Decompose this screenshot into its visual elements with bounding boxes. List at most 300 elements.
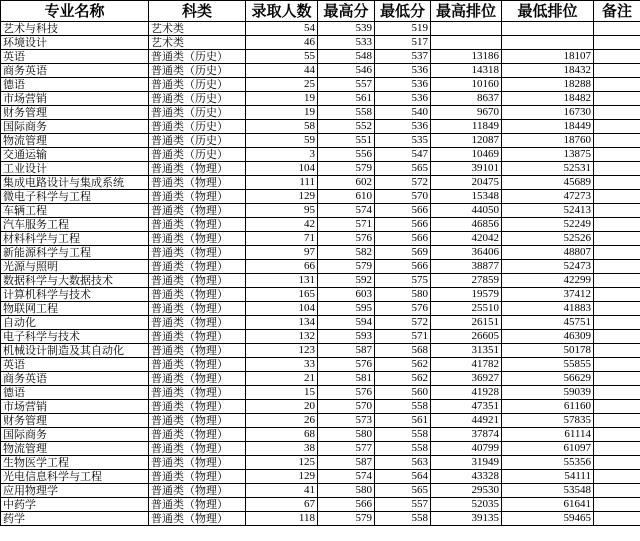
category-cell: 普通类（物理） <box>149 330 246 344</box>
max-score-cell: 593 <box>318 330 375 344</box>
min-score-cell: 565 <box>375 162 431 176</box>
table-row <box>1 512 640 526</box>
min-score-cell: 561 <box>375 414 431 428</box>
table-row <box>1 64 640 78</box>
max-rank-cell: 11849 <box>431 120 502 134</box>
header-row <box>1 1 640 22</box>
min-score-cell: 566 <box>375 218 431 232</box>
category-cell: 普通类（物理） <box>149 204 246 218</box>
category-cell: 普通类（历史） <box>149 64 246 78</box>
major-cell: 德语 <box>1 386 149 400</box>
max-score-cell: 592 <box>318 274 375 288</box>
major-cell: 光源与照明 <box>1 260 149 274</box>
max-rank-cell: 37874 <box>431 428 502 442</box>
max-score-cell: 552 <box>318 120 375 134</box>
min-rank-cell: 18482 <box>502 92 594 106</box>
category-cell: 普通类（物理） <box>149 414 246 428</box>
major-cell: 环境设计 <box>1 36 149 50</box>
admitted-count-cell: 20 <box>246 400 318 414</box>
min-score-cell: 536 <box>375 120 431 134</box>
remarks-cell <box>594 484 640 498</box>
remarks-cell <box>594 246 640 260</box>
admitted-count-cell: 67 <box>246 498 318 512</box>
max-score-cell: 610 <box>318 190 375 204</box>
admitted-count-cell: 25 <box>246 78 318 92</box>
min-score-cell: 569 <box>375 246 431 260</box>
max-rank-cell: 36406 <box>431 246 502 260</box>
min-rank-cell: 46309 <box>502 330 594 344</box>
min-score-cell: 566 <box>375 260 431 274</box>
header-max-rank: 最高排位 <box>431 1 502 22</box>
major-cell: 中药学 <box>1 498 149 512</box>
min-score-cell: 572 <box>375 316 431 330</box>
admitted-count-cell: 71 <box>246 232 318 246</box>
min-score-cell: 517 <box>375 36 431 50</box>
remarks-cell <box>594 274 640 288</box>
admitted-count-cell: 66 <box>246 260 318 274</box>
category-cell: 普通类（历史） <box>149 92 246 106</box>
remarks-cell <box>594 204 640 218</box>
max-score-cell: 587 <box>318 456 375 470</box>
table-row <box>1 386 640 400</box>
min-score-cell: 580 <box>375 288 431 302</box>
admitted-count-cell: 111 <box>246 176 318 190</box>
table-row <box>1 358 640 372</box>
category-cell: 普通类（物理） <box>149 162 246 176</box>
max-rank-cell <box>431 36 502 50</box>
min-score-cell: 558 <box>375 428 431 442</box>
max-rank-cell: 41782 <box>431 358 502 372</box>
max-rank-cell: 44050 <box>431 204 502 218</box>
table-row <box>1 498 640 512</box>
max-score-cell: 580 <box>318 428 375 442</box>
max-rank-cell <box>431 22 502 36</box>
admitted-count-cell: 129 <box>246 470 318 484</box>
min-score-cell: 547 <box>375 148 431 162</box>
max-score-cell: 533 <box>318 36 375 50</box>
major-cell: 商务英语 <box>1 372 149 386</box>
min-rank-cell: 50178 <box>502 344 594 358</box>
header-category: 科类 <box>149 1 246 22</box>
min-rank-cell: 55356 <box>502 456 594 470</box>
category-cell: 普通类（物理） <box>149 274 246 288</box>
major-cell: 国际商务 <box>1 428 149 442</box>
major-cell: 工业设计 <box>1 162 149 176</box>
header-admitted-count: 录取人数 <box>246 1 318 22</box>
category-cell: 普通类（物理） <box>149 456 246 470</box>
table-row <box>1 22 640 36</box>
header-major: 专业名称 <box>1 1 149 22</box>
admitted-count-cell: 104 <box>246 302 318 316</box>
remarks-cell <box>594 162 640 176</box>
category-cell: 普通类（物理） <box>149 302 246 316</box>
remarks-cell <box>594 64 640 78</box>
category-cell: 普通类（物理） <box>149 484 246 498</box>
max-score-cell: 574 <box>318 204 375 218</box>
max-rank-cell: 47351 <box>431 400 502 414</box>
remarks-cell <box>594 106 640 120</box>
max-score-cell: 603 <box>318 288 375 302</box>
max-score-cell: 579 <box>318 512 375 526</box>
admitted-count-cell: 19 <box>246 92 318 106</box>
table-row <box>1 274 640 288</box>
min-score-cell: 565 <box>375 484 431 498</box>
min-score-cell: 566 <box>375 232 431 246</box>
remarks-cell <box>594 260 640 274</box>
admitted-count-cell: 41 <box>246 484 318 498</box>
max-rank-cell: 40799 <box>431 442 502 456</box>
table-row <box>1 400 640 414</box>
max-score-cell: 580 <box>318 484 375 498</box>
max-score-cell: 581 <box>318 372 375 386</box>
table-row <box>1 260 640 274</box>
major-cell: 车辆工程 <box>1 204 149 218</box>
category-cell: 普通类（物理） <box>149 316 246 330</box>
min-rank-cell: 59039 <box>502 386 594 400</box>
max-score-cell: 566 <box>318 498 375 512</box>
min-rank-cell: 53548 <box>502 484 594 498</box>
min-score-cell: 558 <box>375 512 431 526</box>
max-rank-cell: 31949 <box>431 456 502 470</box>
max-score-cell: 558 <box>318 106 375 120</box>
category-cell: 普通类（物理） <box>149 190 246 204</box>
admitted-count-cell: 118 <box>246 512 318 526</box>
min-rank-cell: 41883 <box>502 302 594 316</box>
max-rank-cell: 41928 <box>431 386 502 400</box>
admitted-count-cell: 129 <box>246 190 318 204</box>
min-rank-cell: 56629 <box>502 372 594 386</box>
max-rank-cell: 10160 <box>431 78 502 92</box>
header-min-score: 最低分 <box>375 1 431 22</box>
min-rank-cell: 37412 <box>502 288 594 302</box>
min-rank-cell <box>502 36 594 50</box>
max-rank-cell: 12087 <box>431 134 502 148</box>
min-rank-cell: 52413 <box>502 204 594 218</box>
category-cell: 普通类（物理） <box>149 260 246 274</box>
admitted-count-cell: 123 <box>246 344 318 358</box>
admitted-count-cell: 54 <box>246 22 318 36</box>
table-row <box>1 218 640 232</box>
major-cell: 自动化 <box>1 316 149 330</box>
admitted-count-cell: 55 <box>246 50 318 64</box>
min-score-cell: 562 <box>375 358 431 372</box>
max-score-cell: 539 <box>318 22 375 36</box>
max-rank-cell: 27859 <box>431 274 502 288</box>
table-body <box>1 22 640 526</box>
min-rank-cell: 45751 <box>502 316 594 330</box>
remarks-cell <box>594 22 640 36</box>
max-rank-cell: 44921 <box>431 414 502 428</box>
min-score-cell: 519 <box>375 22 431 36</box>
table-row <box>1 36 640 50</box>
major-cell: 国际商务 <box>1 120 149 134</box>
admitted-count-cell: 59 <box>246 134 318 148</box>
table-row <box>1 428 640 442</box>
max-score-cell: 602 <box>318 176 375 190</box>
category-cell: 普通类（历史） <box>149 78 246 92</box>
max-score-cell: 577 <box>318 442 375 456</box>
min-score-cell: 557 <box>375 498 431 512</box>
min-rank-cell <box>502 22 594 36</box>
min-rank-cell: 61097 <box>502 442 594 456</box>
table-row <box>1 148 640 162</box>
major-cell: 物联网工程 <box>1 302 149 316</box>
min-score-cell: 535 <box>375 134 431 148</box>
category-cell: 普通类（物理） <box>149 400 246 414</box>
category-cell: 普通类（物理） <box>149 372 246 386</box>
admitted-count-cell: 3 <box>246 148 318 162</box>
admitted-count-cell: 165 <box>246 288 318 302</box>
min-score-cell: 563 <box>375 456 431 470</box>
major-cell: 电子科学与技术 <box>1 330 149 344</box>
table-row <box>1 78 640 92</box>
major-cell: 汽车服务工程 <box>1 218 149 232</box>
max-score-cell: 579 <box>318 162 375 176</box>
max-rank-cell: 13186 <box>431 50 502 64</box>
category-cell: 普通类（历史） <box>149 148 246 162</box>
table-row <box>1 302 640 316</box>
max-score-cell: 594 <box>318 316 375 330</box>
remarks-cell <box>594 288 640 302</box>
max-rank-cell: 36927 <box>431 372 502 386</box>
admitted-count-cell: 68 <box>246 428 318 442</box>
max-score-cell: 574 <box>318 470 375 484</box>
min-rank-cell: 18449 <box>502 120 594 134</box>
remarks-cell <box>594 372 640 386</box>
min-rank-cell: 52531 <box>502 162 594 176</box>
max-score-cell: 576 <box>318 386 375 400</box>
min-score-cell: 558 <box>375 400 431 414</box>
min-rank-cell: 18432 <box>502 64 594 78</box>
min-rank-cell: 52473 <box>502 260 594 274</box>
min-rank-cell: 18288 <box>502 78 594 92</box>
major-cell: 艺术与科技 <box>1 22 149 36</box>
max-score-cell: 551 <box>318 134 375 148</box>
max-rank-cell: 38877 <box>431 260 502 274</box>
table-row <box>1 442 640 456</box>
major-cell: 物流管理 <box>1 134 149 148</box>
min-rank-cell: 47273 <box>502 190 594 204</box>
max-rank-cell: 10469 <box>431 148 502 162</box>
table-row <box>1 414 640 428</box>
table-row <box>1 162 640 176</box>
max-rank-cell: 8637 <box>431 92 502 106</box>
max-rank-cell: 29530 <box>431 484 502 498</box>
min-score-cell: 572 <box>375 176 431 190</box>
remarks-cell <box>594 120 640 134</box>
max-score-cell: 587 <box>318 344 375 358</box>
admitted-count-cell: 15 <box>246 386 318 400</box>
major-cell: 财务管理 <box>1 414 149 428</box>
category-cell: 普通类（物理） <box>149 246 246 260</box>
remarks-cell <box>594 386 640 400</box>
max-score-cell: 579 <box>318 260 375 274</box>
remarks-cell <box>594 232 640 246</box>
category-cell: 普通类（物理） <box>149 386 246 400</box>
remarks-cell <box>594 442 640 456</box>
table-row <box>1 246 640 260</box>
major-cell: 英语 <box>1 358 149 372</box>
major-cell: 机械设计制造及其自动化 <box>1 344 149 358</box>
max-rank-cell: 26605 <box>431 330 502 344</box>
remarks-cell <box>594 344 640 358</box>
remarks-cell <box>594 36 640 50</box>
remarks-cell <box>594 400 640 414</box>
major-cell: 英语 <box>1 50 149 64</box>
max-rank-cell: 31351 <box>431 344 502 358</box>
category-cell: 艺术类 <box>149 36 246 50</box>
table-row <box>1 176 640 190</box>
table-row <box>1 288 640 302</box>
remarks-cell <box>594 92 640 106</box>
min-score-cell: 560 <box>375 386 431 400</box>
max-score-cell: 570 <box>318 400 375 414</box>
major-cell: 微电子科学与工程 <box>1 190 149 204</box>
max-rank-cell: 9670 <box>431 106 502 120</box>
category-cell: 艺术类 <box>149 22 246 36</box>
category-cell: 普通类（物理） <box>149 358 246 372</box>
category-cell: 普通类（物理） <box>149 442 246 456</box>
admitted-count-cell: 42 <box>246 218 318 232</box>
max-score-cell: 576 <box>318 358 375 372</box>
header-remarks: 备注 <box>594 1 640 22</box>
header-max-score: 最高分 <box>318 1 375 22</box>
major-cell: 市场营销 <box>1 92 149 106</box>
table-row <box>1 204 640 218</box>
max-rank-cell: 15348 <box>431 190 502 204</box>
table-row <box>1 372 640 386</box>
min-score-cell: 570 <box>375 190 431 204</box>
min-score-cell: 537 <box>375 50 431 64</box>
min-rank-cell: 18760 <box>502 134 594 148</box>
admitted-count-cell: 104 <box>246 162 318 176</box>
major-cell: 光电信息科学与工程 <box>1 470 149 484</box>
min-score-cell: 566 <box>375 204 431 218</box>
table-row <box>1 120 640 134</box>
max-score-cell: 571 <box>318 218 375 232</box>
remarks-cell <box>594 302 640 316</box>
max-rank-cell: 14318 <box>431 64 502 78</box>
major-cell: 商务英语 <box>1 64 149 78</box>
min-score-cell: 536 <box>375 78 431 92</box>
table-row <box>1 330 640 344</box>
min-rank-cell: 61641 <box>502 498 594 512</box>
min-score-cell: 571 <box>375 330 431 344</box>
table-row <box>1 232 640 246</box>
major-cell: 德语 <box>1 78 149 92</box>
category-cell: 普通类（物理） <box>149 512 246 526</box>
remarks-cell <box>594 134 640 148</box>
category-cell: 普通类（物理） <box>149 498 246 512</box>
min-rank-cell: 42299 <box>502 274 594 288</box>
major-cell: 物流管理 <box>1 442 149 456</box>
table-row <box>1 106 640 120</box>
min-score-cell: 558 <box>375 442 431 456</box>
table-row <box>1 134 640 148</box>
admitted-count-cell: 33 <box>246 358 318 372</box>
table-row <box>1 456 640 470</box>
major-cell: 集成电路设计与集成系统 <box>1 176 149 190</box>
min-rank-cell: 55855 <box>502 358 594 372</box>
major-cell: 计算机科学与技术 <box>1 288 149 302</box>
remarks-cell <box>594 176 640 190</box>
admitted-count-cell: 125 <box>246 456 318 470</box>
category-cell: 普通类（物理） <box>149 232 246 246</box>
admitted-count-cell: 58 <box>246 120 318 134</box>
major-cell: 药学 <box>1 512 149 526</box>
max-rank-cell: 43328 <box>431 470 502 484</box>
max-score-cell: 595 <box>318 302 375 316</box>
admitted-count-cell: 26 <box>246 414 318 428</box>
admitted-count-cell: 19 <box>246 106 318 120</box>
min-rank-cell: 18107 <box>502 50 594 64</box>
admitted-count-cell: 132 <box>246 330 318 344</box>
admitted-count-cell: 134 <box>246 316 318 330</box>
min-rank-cell: 61160 <box>502 400 594 414</box>
major-cell: 市场营销 <box>1 400 149 414</box>
major-cell: 新能源科学与工程 <box>1 246 149 260</box>
remarks-cell <box>594 330 640 344</box>
admitted-count-cell: 44 <box>246 64 318 78</box>
admitted-count-cell: 95 <box>246 204 318 218</box>
max-rank-cell: 39101 <box>431 162 502 176</box>
category-cell: 普通类（历史） <box>149 106 246 120</box>
min-rank-cell: 16730 <box>502 106 594 120</box>
min-rank-cell: 45689 <box>502 176 594 190</box>
max-score-cell: 546 <box>318 64 375 78</box>
remarks-cell <box>594 190 640 204</box>
min-rank-cell: 52526 <box>502 232 594 246</box>
max-rank-cell: 26151 <box>431 316 502 330</box>
major-cell: 生物医学工程 <box>1 456 149 470</box>
table-row <box>1 470 640 484</box>
remarks-cell <box>594 470 640 484</box>
admitted-count-cell: 46 <box>246 36 318 50</box>
category-cell: 普通类（物理） <box>149 344 246 358</box>
remarks-cell <box>594 78 640 92</box>
min-score-cell: 564 <box>375 470 431 484</box>
header-min-rank: 最低排位 <box>502 1 594 22</box>
category-cell: 普通类（物理） <box>149 288 246 302</box>
max-rank-cell: 42042 <box>431 232 502 246</box>
table-row <box>1 344 640 358</box>
min-score-cell: 568 <box>375 344 431 358</box>
max-rank-cell: 20475 <box>431 176 502 190</box>
admitted-count-cell: 97 <box>246 246 318 260</box>
table-row <box>1 484 640 498</box>
max-score-cell: 582 <box>318 246 375 260</box>
max-rank-cell: 39135 <box>431 512 502 526</box>
category-cell: 普通类（物理） <box>149 218 246 232</box>
remarks-cell <box>594 498 640 512</box>
max-rank-cell: 46856 <box>431 218 502 232</box>
category-cell: 普通类（物理） <box>149 470 246 484</box>
major-cell: 材料科学与工程 <box>1 232 149 246</box>
min-score-cell: 536 <box>375 64 431 78</box>
major-cell: 数据科学与大数据技术 <box>1 274 149 288</box>
min-rank-cell: 61114 <box>502 428 594 442</box>
category-cell: 普通类（历史） <box>149 134 246 148</box>
admitted-count-cell: 38 <box>246 442 318 456</box>
major-cell: 交通运输 <box>1 148 149 162</box>
min-score-cell: 575 <box>375 274 431 288</box>
min-rank-cell: 13875 <box>502 148 594 162</box>
min-rank-cell: 48807 <box>502 246 594 260</box>
min-rank-cell: 57835 <box>502 414 594 428</box>
remarks-cell <box>594 428 640 442</box>
category-cell: 普通类（历史） <box>149 120 246 134</box>
table-row <box>1 190 640 204</box>
